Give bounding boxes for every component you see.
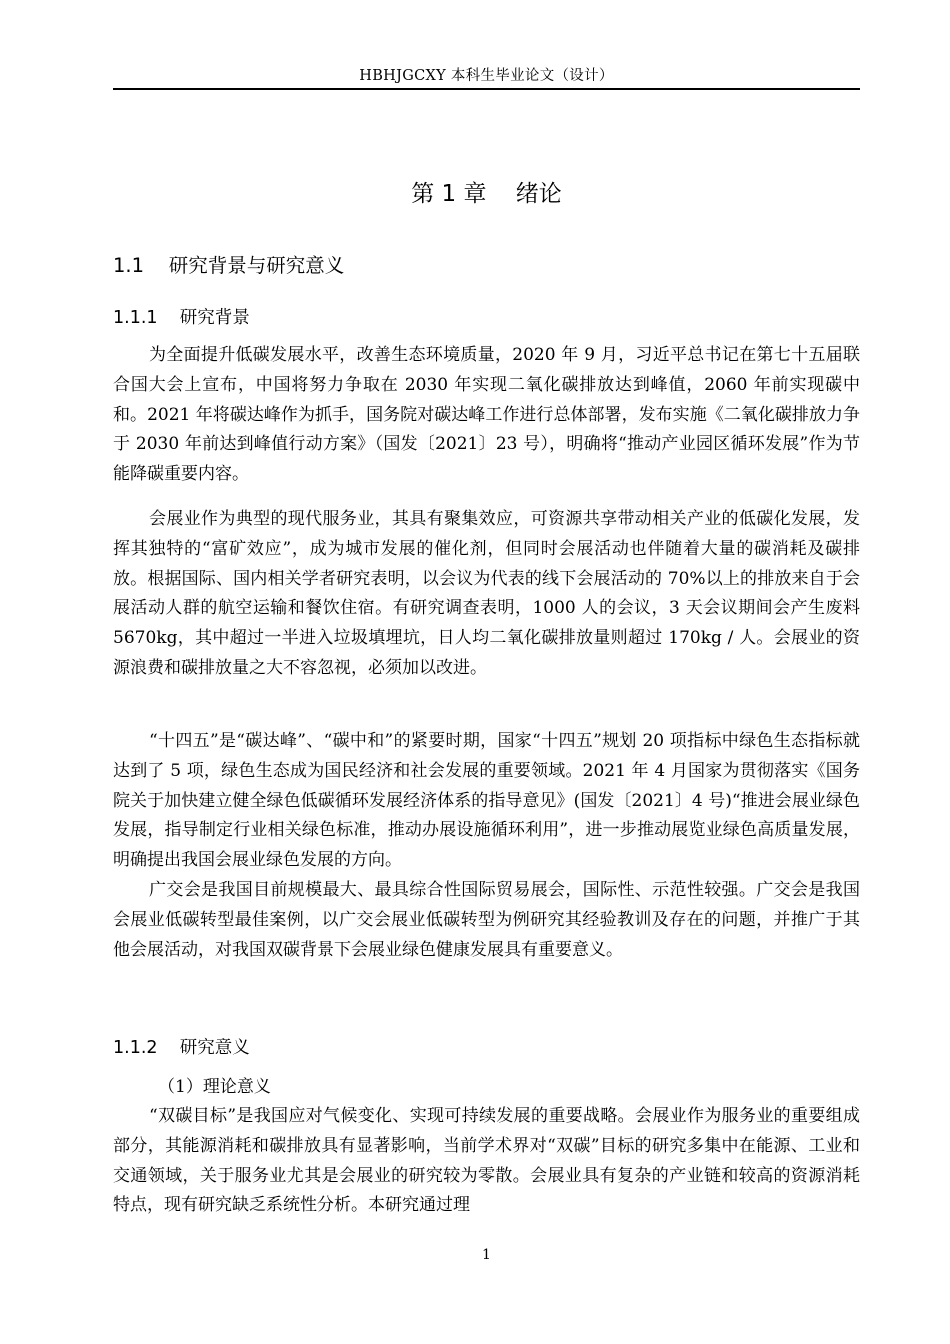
page-number: 1: [482, 1247, 491, 1263]
paragraph-background-1: 为全面提升低碳发展水平，改善生态环境质量，2020 年 9 月，习近平总书记在第七十五届联合国大会上宣布，中国将努力争取在 2030 年实现二氧化碳排放达到峰值，2060 年前实现碳中和。2021 年将碳达峰作为抓手，国务院对碳达峰工作进行总体部署，发布实施《二氧化碳排放力争于 2030 年前达到峰值行动方案》（国发〔2021〕23 号），明确将“推动产业园区循环发展”作为节能降碳重要内容。: [113, 345, 860, 485]
header-rule: [113, 88, 860, 90]
page-header: HBHJGCXY 本科生毕业论文（设计）: [359, 68, 614, 84]
subsection-heading-1-1-1: 1.1.1 研究背景: [113, 308, 250, 328]
item-label-theory: （1）理论意义: [158, 1077, 271, 1097]
paragraph-background-3: “十四五”是“碳达峰”、“碳中和”的紧要时期，国家“十四五”规划 20 项指标中绿色生态指标就达到了 5 项，绿色生态成为国民经济和社会发展的重要领域。2021 年 4 月国家为贯彻落实《国务院关于加快建立健全绿色低碳循环发展经济体系的指导意见》(国发〔2021〕4 号)“推进会展业绿色发展，指导制定行业相关绿色标准，推动办展设施循环利用”，进一步推动展览业绿色高质量发展，明确提出我国会展业绿色发展的方向。: [113, 731, 860, 871]
paragraph-significance-1: “双碳目标”是我国应对气候变化、实现可持续发展的重要战略。会展业作为服务业的重要组成部分，其能源消耗和碳排放具有显著影响，当前学术界对“双碳”目标的研究多集中在能源、工业和交通领域，关于服务业尤其是会展业的研究较为零散。会展业具有复杂的产业链和较高的资源消耗特点，现有研究缺乏系统性分析。本研究通过理: [113, 1106, 860, 1216]
paragraph-background-2: 会展业作为典型的现代服务业，其具有聚集效应，可资源共享带动相关产业的低碳化发展，发挥其独特的“富矿效应”，成为城市发展的催化剂，但同时会展活动也伴随着大量的碳消耗及碳排放。根据国际、国内相关学者研究表明，以会议为代表的线下会展活动的 70%以上的排放来自于会展活动人群的航空运输和餐饮住宿。有研究调查表明，1000 人的会议，3 天会议期间会产生废料 5670kg，其中超过一半进入垃圾填埋坑，日人均二氧化碳排放量则超过 170kg / 人。会展业的资源浪费和碳排放量之大不容忽视，必须加以改进。: [113, 509, 860, 678]
chapter-title: 第 1 章 绪论: [411, 181, 562, 207]
paragraph-background-4: 广交会是我国目前规模最大、最具综合性国际贸易展会，国际性、示范性较强。广交会是我国会展业低碳转型最佳案例，以广交会展业低碳转型为例研究其经验教训及存在的问题，并推广于其他会展活动，对我国双碳背景下会展业绿色健康发展具有重要意义。: [113, 880, 860, 960]
subsection-heading-1-1-2: 1.1.2 研究意义: [113, 1038, 250, 1058]
section-heading-1-1: 1.1 研究背景与研究意义: [113, 254, 345, 277]
